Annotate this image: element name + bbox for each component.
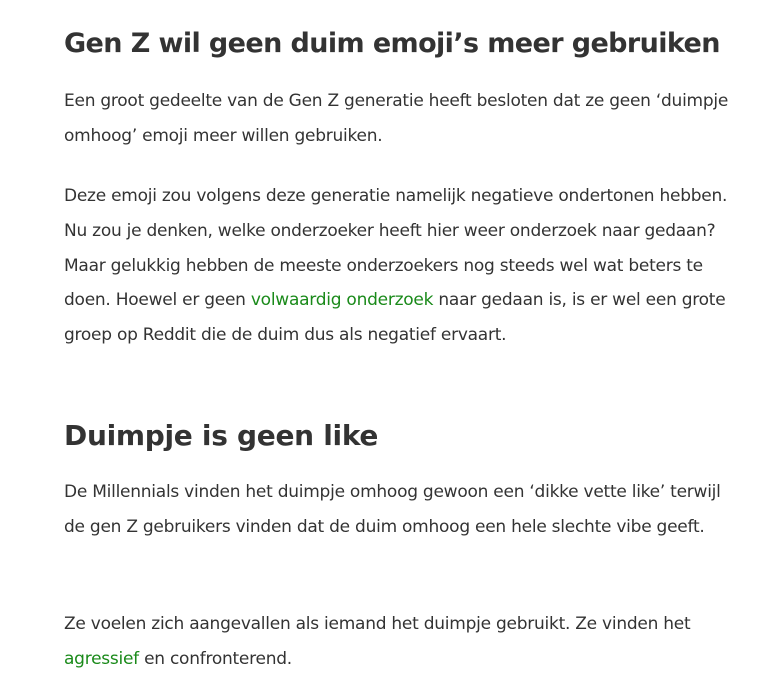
paragraph-text: en confronterend. xyxy=(138,648,292,669)
paragraph-text: Ze voelen zich aangevallen als iemand het duimpje gebruikt. Ze vinden het xyxy=(64,614,691,634)
paragraph-intro: Een groot gedeelte van de Gen Z generatie heeft besloten dat ze geen ‘duimpje omhoog’ emoji meer willen gebruiken. xyxy=(64,91,729,146)
paragraph-millennials: De Millennials vinden het duimpje omhoog gewoon een ‘dikke vette like’ terwijl de gen Z gebruikers vinden dat de duim omhoog een hele slechte vibe geeft. xyxy=(64,482,721,537)
article-heading-duimpje: Duimpje is geen like xyxy=(64,419,379,452)
article-heading-gen-z: Gen Z wil geen duim emoji’s meer gebruiken xyxy=(64,28,720,59)
paragraph-attacked xyxy=(64,607,744,677)
paragraph-text: naar gedaan is, is er wel een grote groep op Reddit die de duim dus als negatief ervaart. xyxy=(64,290,726,346)
paragraph-text: Deze emoji zou volgens deze generatie namelijk negatieve ondertonen hebben. Nu zou je denken, welke onderzoeker heeft hier weer onderzoek naar gedaan? Maar gelukkig hebben de meeste onderzoekers nog steeds wel wat beters te doen. Hoewel er geen xyxy=(64,186,728,311)
link-agressief[interactable]: agressief xyxy=(64,648,139,669)
paragraph-negative-undertones xyxy=(64,179,744,353)
link-volwaardig-onderzoek[interactable]: volwaardig onderzoek xyxy=(250,290,434,311)
